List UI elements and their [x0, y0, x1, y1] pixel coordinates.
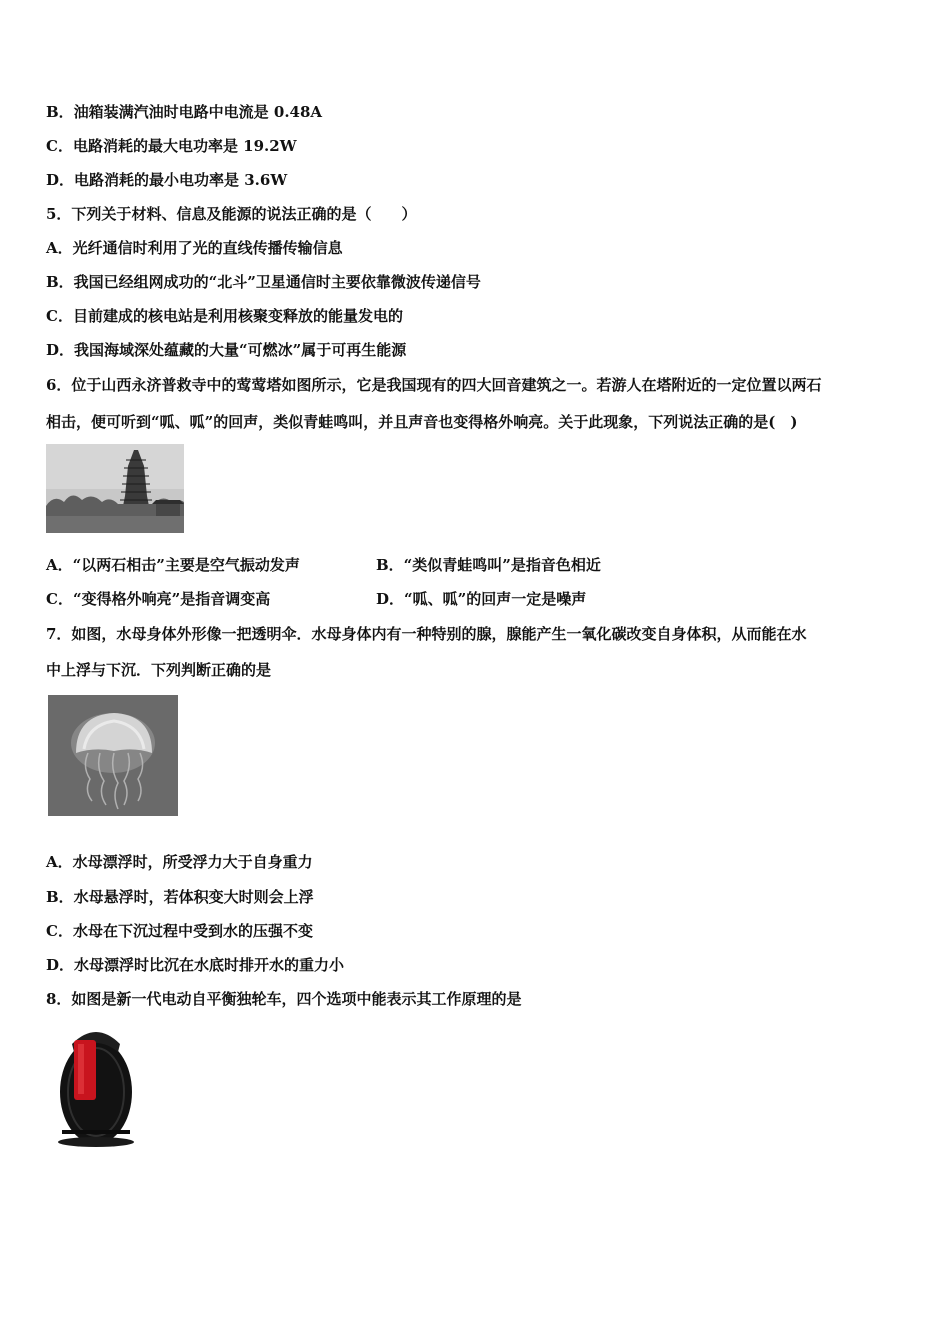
q5-option-c: C．目前建成的核电站是利用核聚变释放的能量发电的 — [46, 307, 403, 325]
q4-option-b: B．油箱装满汽油时电路中电流是 0.48A — [46, 103, 323, 121]
q5-option-d: D．我国海域深处蕴藏的大量“可燃冰”属于可再生能源 — [46, 341, 407, 359]
q7-option-a: A．水母漂浮时，所受浮力大于自身重力 — [46, 853, 313, 871]
q6-option-d: D．“呱、呱”的回声一定是噪声 — [376, 590, 587, 608]
q7-stem-line1: 7．如图，水母身体外形像一把透明伞．水母身体内有一种特别的腺，腺能产生一氧化碳改变自身体积，从而能在水 — [46, 625, 807, 643]
q4-option-c: C．电路消耗的最大电功率是 19.2W — [46, 137, 297, 155]
q5-option-a: A．光纤通信时利用了光的直线传播传输信息 — [46, 239, 343, 257]
pagoda-image — [46, 444, 184, 533]
q6-option-c: C．“变得格外响亮”是指音调变高 — [46, 590, 271, 608]
q4-option-d: D．电路消耗的最小电功率是 3.6W — [46, 171, 288, 189]
q7-option-d: D．水母漂浮时比沉在水底时排开水的重力小 — [46, 956, 345, 974]
q8-stem: 8．如图是新一代电动自平衡独轮车，四个选项中能表示其工作原理的是 — [46, 990, 522, 1008]
q6-stem-line2: 相击，便可听到“呱、呱”的回声，类似青蛙鸣叫，并且声音也变得格外响亮。关于此现象，下列说法正确的是( ) — [46, 413, 798, 431]
q7-stem-line2: 中上浮与下沉．下列判断正确的是 — [46, 661, 272, 679]
q6-option-b: B．“类似青蛙鸣叫”是指音色相近 — [376, 556, 601, 574]
jellyfish-image — [48, 695, 178, 816]
q6-stem-line1: 6．位于山西永济普救寺中的莺莺塔如图所示，它是我国现有的四大回音建筑之一。若游人在塔附近的一定位置以两石 — [46, 376, 822, 394]
q5-stem: 5．下列关于材料、信息及能源的说法正确的是（ ） — [46, 205, 417, 223]
q7-option-b: B．水母悬浮时，若体积变大时则会上浮 — [46, 888, 314, 906]
q5-option-b: B．我国已经组网成功的“北斗”卫星通信时主要依靠微波传递信号 — [46, 273, 481, 291]
unicycle-image — [52, 1022, 138, 1150]
q6-option-a: A．“以两石相击”主要是空气振动发声 — [46, 556, 300, 574]
q7-option-c: C．水母在下沉过程中受到水的压强不变 — [46, 922, 313, 940]
